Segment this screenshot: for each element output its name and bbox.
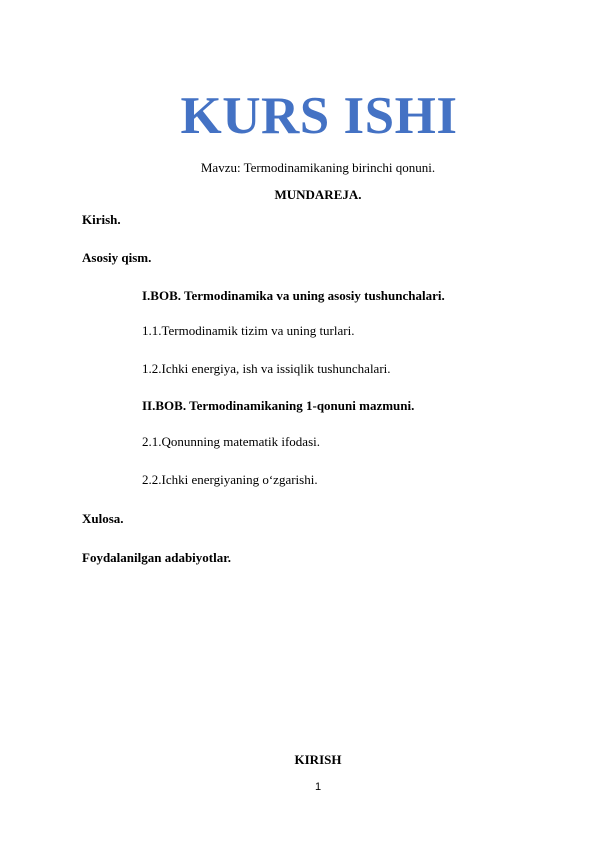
toc-item-section-1-1: 1.1.Termodinamik tizim va uning turlari. <box>142 323 355 338</box>
toc-item-section-2-2: 2.2.Ichki energiyaning o‘zgarishi. <box>142 472 318 487</box>
section-heading-introduction: KIRISH <box>294 752 342 767</box>
page-number: 1 <box>314 781 322 793</box>
toc-item-introduction: Kirish. <box>82 212 121 227</box>
toc-item-conclusion: Xulosa. <box>82 511 124 526</box>
document-subtitle: Mavzu: Termodinamikaning birinchi qonuni. <box>200 160 436 175</box>
toc-item-references: Foydalanilgan adabiyotlar. <box>82 550 232 565</box>
toc-item-chapter-1: I.BOB. Termodinamika va uning asosiy tushunchalari. <box>142 288 445 303</box>
toc-heading: MUNDAREJA. <box>274 187 362 202</box>
toc-item-main-part: Asosiy qism. <box>82 250 152 265</box>
document-title: KURS ISHI <box>180 87 458 145</box>
toc-item-section-1-2: 1.2.Ichki energiya, ish va issiqlik tushunchalari. <box>142 361 391 376</box>
toc-item-section-2-1: 2.1.Qonunning matematik ifodasi. <box>142 434 321 449</box>
toc-item-chapter-2: II.BOB. Termodinamikaning 1-qonuni mazmuni. <box>142 398 415 413</box>
